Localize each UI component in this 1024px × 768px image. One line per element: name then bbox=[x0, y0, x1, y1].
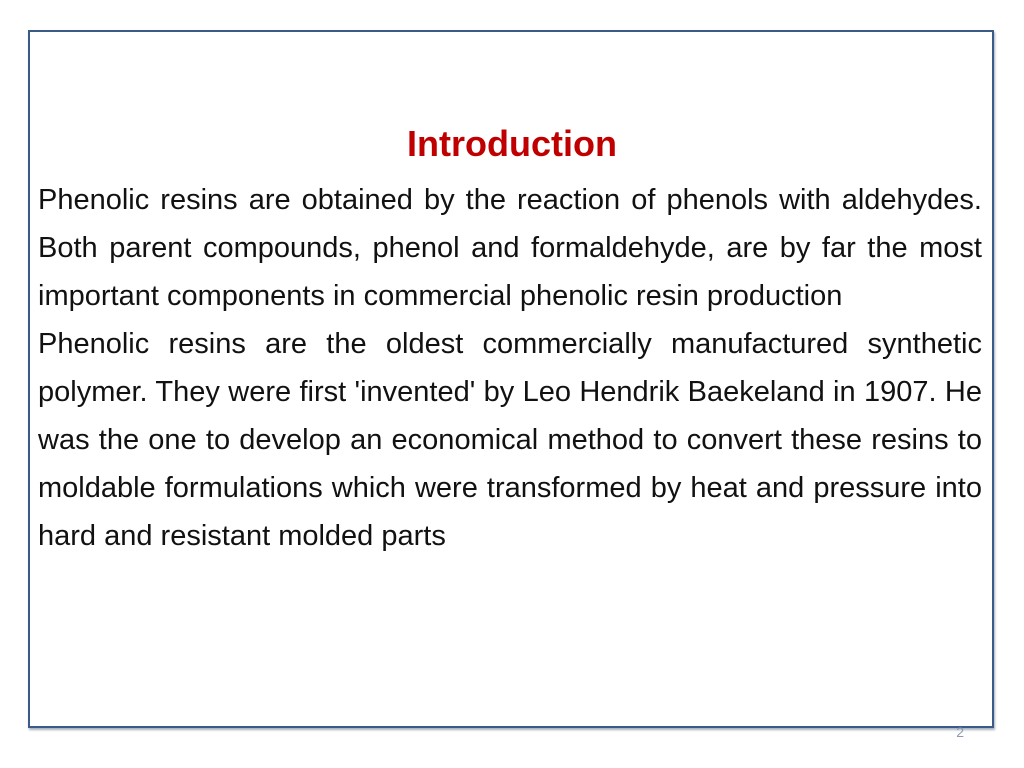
slide-body bbox=[38, 176, 982, 560]
body-paragraph: Phenolic resins are obtained by the reaction of phenols with aldehydes. Both parent compounds, phenol and formaldehyde, are by far the most important components in commercial phenolic resin production bbox=[38, 184, 982, 312]
slide-title: Introduction bbox=[407, 123, 617, 164]
body-paragraph: Phenolic resins are the oldest commercially manufactured synthetic polymer. They were first 'invented' by Leo Hendrik Baekeland in 1907. He was the one to develop an economical method to convert these resins to moldable formulations which were transformed by heat and pressure into hard and resistant molded parts bbox=[38, 328, 982, 552]
page-number: 2 bbox=[956, 724, 964, 740]
